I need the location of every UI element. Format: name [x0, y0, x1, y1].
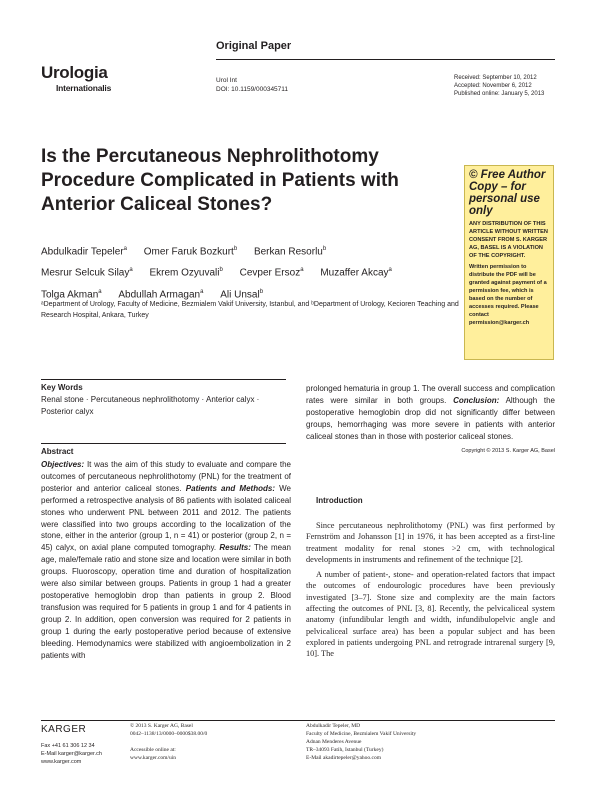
online-url: www.karger.com/uin — [130, 755, 176, 761]
article-type-label: Original Paper — [216, 40, 292, 52]
keywords-text: Renal stone · Percutaneous nephrolithotomy · Anterior calyx · Posterior calyx — [41, 395, 260, 416]
date-accepted: Accepted: November 6, 2012 — [454, 83, 532, 89]
methods-text: We performed a retrospective analysis of 86 patients with isolated caliceal stones who underwent PNL between 2011 and 2012. The patients were classified into two groups according to the localization of the stone, either in the anterior (group 1, n = 41) or posterior (group 2, n = 45) calyx, on axial plane computed tomography. — [41, 483, 291, 553]
abstract-divider — [41, 443, 286, 444]
keywords-divider — [41, 379, 286, 380]
author: Abdullah Armagan$^a$ — [118, 288, 204, 300]
journal-logo-main: Urologia — [41, 63, 108, 82]
author: Ekrem Ozyuvali$^b$ — [149, 267, 223, 279]
journal-name: Urol Int — [216, 77, 237, 84]
conclusion-text: Although the postoperative hemoglobin drop did not significantly differ between groups, hemorrhaging was more severe in patients with anterior caliceal stones than in those with posterior caliceal stones. — [306, 395, 555, 441]
author: Ali Unsal$^b$ — [220, 288, 264, 300]
intro-paragraph: A number of patient-, stone- and operation-related factors that impact the outcomes of endourologic procedures have been previously investigated [3–7]. Stone size and complexity are the main factors affecting the outcomes of PNL [3, 8]. Recently, the pelvicaliceal system anatomy (infundibular length and width, infundibulopelvic angle and pelvicaliceal surface area) has been a popular subject and has been explored in patients undergoing PNL and retrograde intrarenal surgery [9, 10]. The — [306, 570, 555, 659]
conclusion-label: Conclusion: — [453, 395, 500, 405]
author: Abdulkadir Tepeler$^a$ — [41, 246, 127, 258]
journal-logo-sub: Internationalis — [56, 83, 112, 93]
introduction-body — [306, 520, 555, 664]
results-text: The mean age, male/female ratio and stone size and location were similar in both groups. Fluoroscopy, operation time and duration of hospitalization were also similar between groups. Patients in group 1 had a greater postoperative hemoglobin drop than patients in group 2. Blood transfusion was required for 5 patients in group 1 and for 4 patients in group 2. In addition, open conversion was required for 2 patients in group 1 during the early postoperative period because of extensive bleeding. Hemodynamics were stabilized with angioembolization in 2 patients with — [41, 543, 291, 660]
free-copy-warning: ANY DISTRIBUTION OF THIS ARTICLE WITHOUT WRITTEN CONSENT FROM S. KARGER AG, BASEL IS A VIOLATION OF THE COPYRIGHT. — [469, 221, 548, 259]
objectives-label: Objectives: — [41, 460, 85, 469]
introduction-heading: Introduction — [316, 496, 363, 505]
copyright-notice: Copyright © 2013 S. Karger AG, Basel — [461, 447, 555, 454]
intro-paragraph: Since percutaneous nephrolithotomy (PNL) was first performed by Fernström and Johansson [1] in 1976, it has been accepted as a first-line treatment modality for renal stones >2 cm, with technological developments in instruments and refinement of the technique [2]. — [306, 521, 555, 564]
correspondence-address: Abdulkadir Tepeler, MD Faculty of Medicine, Bezmialem Vakif University Adnan Menderes Avenue TR–34093 Fatih, Istanbul (Turkey) E-Mail akadirtepeler@yahoo.com — [306, 723, 417, 761]
abstract-continuation: prolonged hematuria in group 1. The overall success and complication rates were similar in both groups. — [306, 384, 555, 405]
abstract-column-1 — [41, 459, 291, 661]
author: Cevper Ersoz$^a$ — [239, 267, 304, 279]
date-published: Published online: January 5, 2013 — [454, 91, 545, 97]
author: Berkan Resorlu$^b$ — [253, 246, 327, 258]
article-title: Is the Percutaneous Nephrolithotomy Procedure Complicated in Patients with Anterior Caliceal Stones? — [41, 146, 399, 215]
author: Tolga Akman$^a$ — [41, 288, 102, 300]
publication-info: © 2013 S. Karger AG, Basel 0042–1138/13/0000–0000$38.00/0 Accessible online at: www.karger.com/uin — [130, 723, 208, 761]
methods-label: Patients and Methods: — [185, 483, 275, 493]
abstract-column-2 — [306, 383, 555, 457]
abstract-heading: Abstract — [41, 447, 74, 456]
free-copy-permission: Written permission to distribute the PDF will be granted against payment of a permission fee, which is based on the number of accesses required. Please contact permission@karger.ch — [469, 264, 547, 326]
article-dates — [454, 74, 544, 98]
publisher-contact: Fax +41 61 306 12 34 E-Mail karger@karger.ch www.karger.com — [41, 743, 102, 765]
free-author-copy-notice — [464, 165, 554, 360]
correspondence-email: E-Mail akadirtepeler@yahoo.com — [306, 755, 382, 761]
keywords-heading: Key Words — [41, 383, 83, 392]
author: Muzaffer Akcay$^a$ — [320, 267, 392, 279]
objectives-text: It was the aim of this study to evaluate and compare the outcomes of percutaneous nephrolithotomy (PNL) for the treatment of posterior and anterior caliceal stones. — [41, 460, 291, 493]
journal-info — [216, 76, 288, 94]
affiliations: ᵃDepartment of Urology, Faculty of Medicine, Bezmialem Vakif University, Istanbul, and ᵇDepartment of Urology, Kecioren Teaching and Research Hospital, Ankara, Turkey — [41, 301, 459, 319]
header-divider — [216, 59, 555, 60]
free-copy-title: © Free Author Copy – for personal use only — [469, 169, 546, 217]
journal-doi: DOI: 10.1159/000345711 — [216, 86, 289, 93]
author-list — [41, 240, 451, 304]
footer-divider — [41, 720, 555, 721]
date-received: Received: September 10, 2012 — [454, 75, 537, 81]
publisher-logo: KARGER — [41, 724, 87, 735]
author: Omer Faruk Bozkurt$^b$ — [143, 246, 238, 258]
results-label: Results: — [219, 543, 251, 553]
author: Mesrur Selcuk Silay$^a$ — [41, 267, 133, 279]
publisher-website: www.karger.com — [41, 759, 82, 765]
